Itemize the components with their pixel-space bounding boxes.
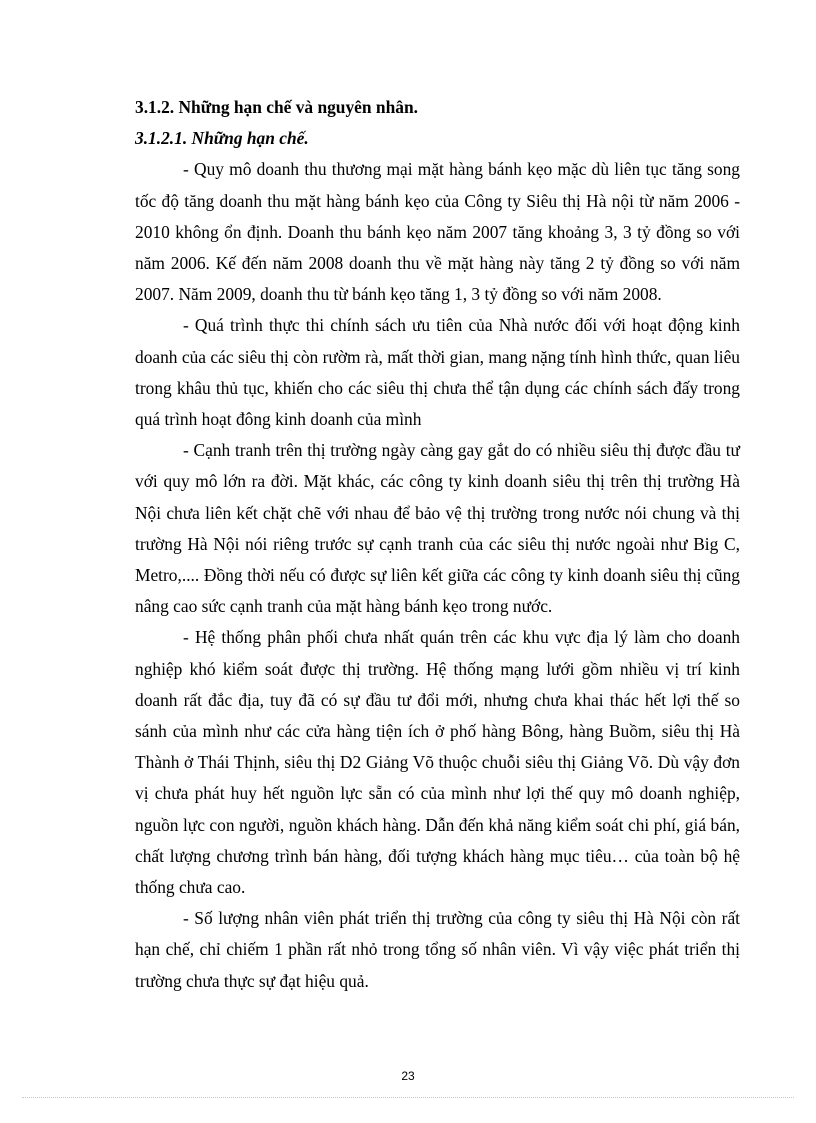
document-body	[135, 92, 740, 997]
page-bottom-divider	[22, 1097, 794, 1098]
page-number: 23	[401, 1069, 415, 1083]
paragraph-revenue-growth: - Quy mô doanh thu thương mại mặt hàng bánh kẹo mặc dù liên tục tăng song tốc độ tăng doanh thu mặt hàng bánh kẹo của Công ty Siêu thị Hà nội từ năm 2006 - 2010 không ổn định. Doanh thu bánh kẹo năm 2007 tăng khoảng 3, 3 tỷ đồng so với năm 2006. Kế đến năm 2008 doanh thu về mặt hàng này tăng 2 tỷ đồng so với năm 2007. Năm 2009, doanh thu từ bánh kẹo tăng 1, 3 tỷ đồng so với năm 2008.	[135, 159, 740, 305]
paragraph-distribution-system: - Hệ thống phân phối chưa nhất quán trên các khu vực địa lý làm cho doanh nghiệp khó kiểm soát được thị trường. Hệ thống mạng lưới gồm nhiều vị trí kinh doanh rất đắc địa, tuy đã có sự đầu tư đổi mới, nhưng chưa khai thác hết lợi thế so sánh của mình như các cửa hàng tiện ích ở phố hàng Bông, hàng Buồm, siêu thị Hà Thành ở Thái Thịnh, siêu thị D2 Giảng Võ thuộc chuỗi siêu thị Giảng Võ. Dù vậy đơn vị chưa phát huy hết nguồn lực sẵn có của mình như lợi thế quy mô doanh nghiệp, nguồn lực con người, nguồn khách hàng. Dẫn đến khả năng kiểm soát chi phí, giá bán, chất lượng chương trình bán hàng, đối tượng khách hàng mục tiêu… của toàn bộ hệ thống chưa cao.	[135, 627, 740, 898]
paragraph-competition: - Cạnh tranh trên thị trường ngày càng gay gắt do có nhiều siêu thị được đầu tư với quy mô lớn ra đời. Mặt khác, các công ty kinh doanh siêu thị trên thị trường Hà Nội chưa liên kết chặt chẽ với nhau để bảo vệ thị trường trong nước nói chung và thị trường Hà Nội nói riêng trước sự cạnh tranh của các siêu thị nước ngoài như Big C, Metro,.... Đồng thời nếu có được sự liên kết giữa các công ty kinh doanh siêu thị cũng nâng cao sức cạnh tranh của mặt hàng bánh kẹo trong nước.	[135, 440, 740, 617]
paragraph-staff-shortage: - Số lượng nhân viên phát triển thị trường của công ty siêu thị Hà Nội còn rất hạn chế, chỉ chiếm 1 phần rất nhỏ trong tổng số nhân viên. Vì vậy việc phát triển thị trường chưa thực sự đạt hiệu quả.	[135, 908, 740, 991]
subsection-heading: 3.1.2.1. Những hạn chế.	[135, 128, 309, 149]
paragraph-state-policy: - Quá trình thực thi chính sách ưu tiên của Nhà nước đối với hoạt động kinh doanh của các siêu thị còn rườm rà, mất thời gian, mang nặng tính hình thức, quan liêu trong khâu thủ tục, khiến cho các siêu thị chưa thể tận dụng các chính sách đấy trong quá trình hoạt đông kinh doanh của mình	[135, 315, 740, 430]
section-heading: 3.1.2. Những hạn chế và nguyên nhân.	[135, 97, 418, 117]
